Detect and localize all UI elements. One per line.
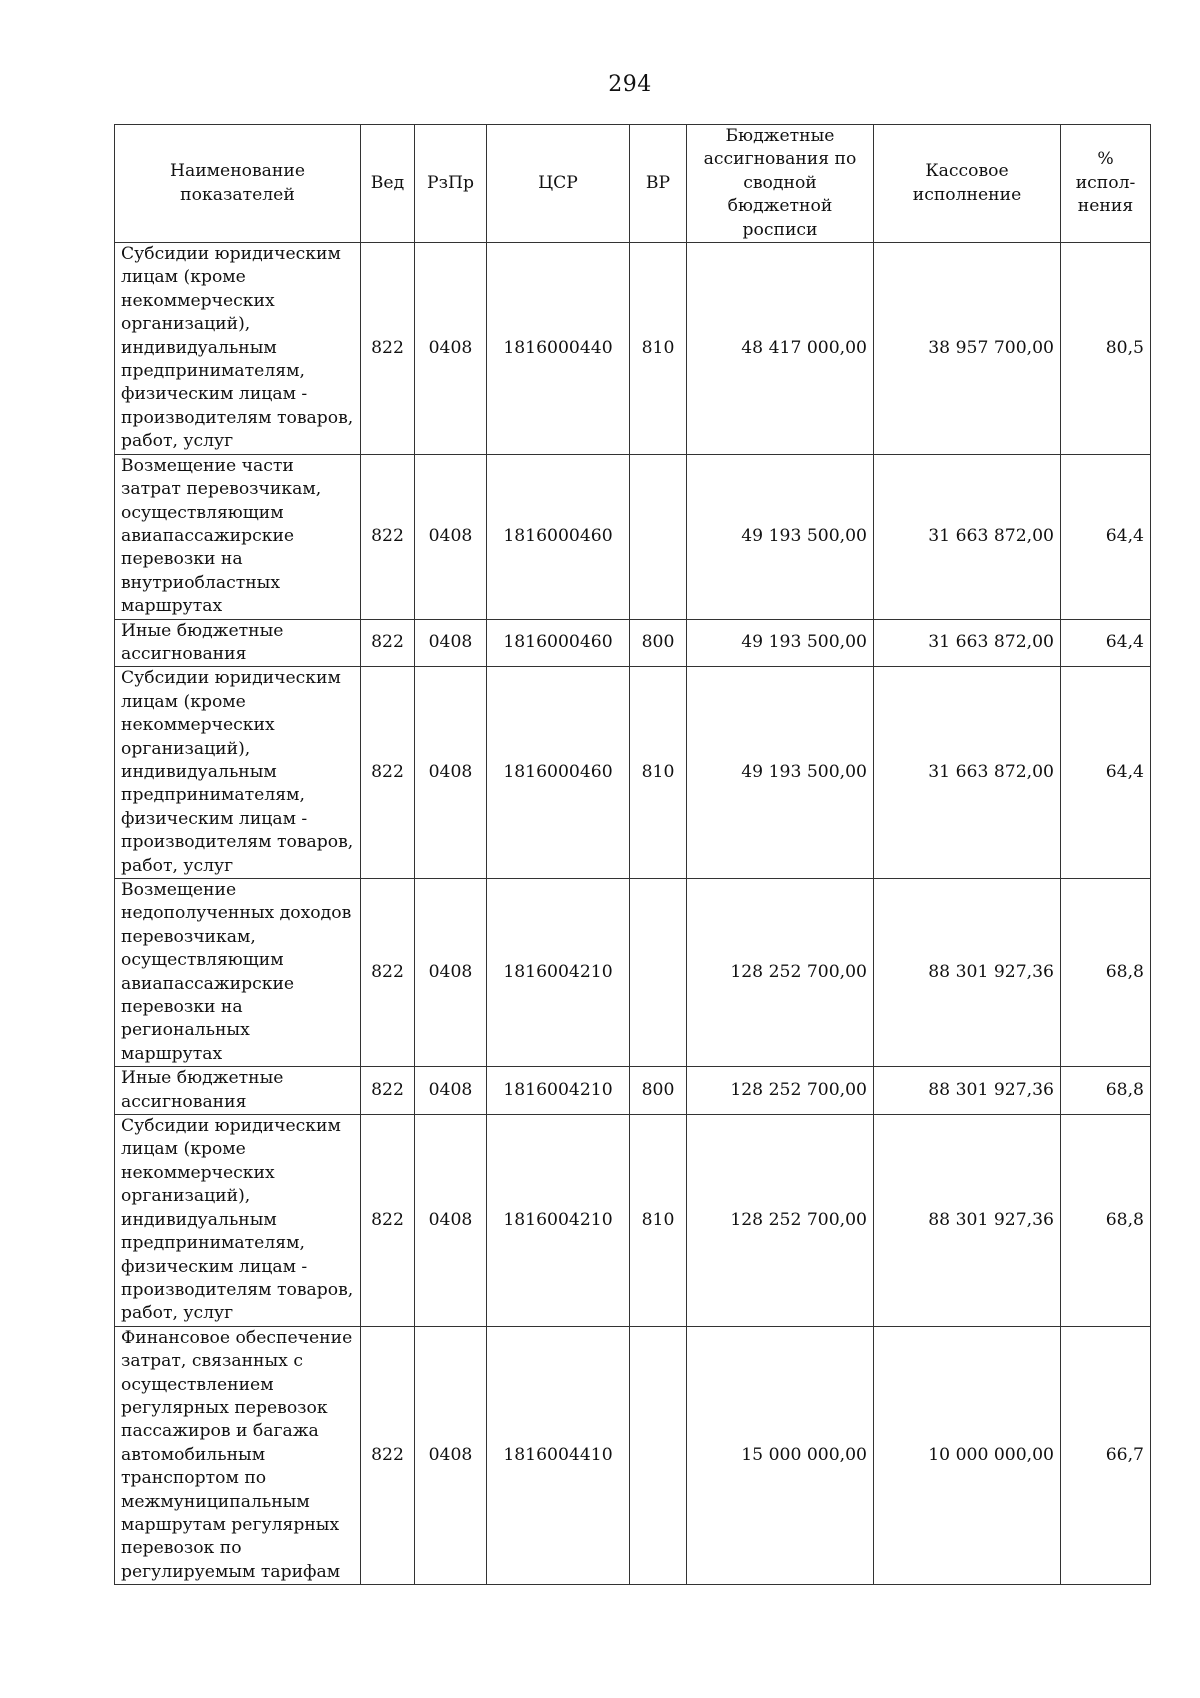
row-rzpr: 0408 [415,1326,487,1584]
row-name: Субсидии юридическим лицам (кроме некоммерческих организаций), индивидуальным предпринимателям, физическим лицам - производителям товаров, работ, услуг [115,1115,361,1327]
row-name: Субсидии юридическим лицам (кроме некоммерческих организаций), индивидуальным предпринимателям, физическим лицам - производителям товаров, работ, услуг [115,667,361,879]
table-row [115,1326,1151,1584]
header-csr: ЦСР [487,125,630,243]
table-row [115,619,1151,667]
header-assignments: Бюджетные ассигнования по сводной бюджетной росписи [687,125,874,243]
row-cash-execution: 31 663 872,00 [874,619,1061,667]
row-name: Иные бюджетные ассигнования [115,619,361,667]
row-percent: 64,4 [1061,619,1151,667]
row-vr [630,454,687,619]
row-name: Возмещение недополученных доходов перевозчикам, осуществляющим авиапассажирские перевозки на региональных маршрутах [115,879,361,1067]
row-csr: 1816000460 [487,619,630,667]
row-ved: 822 [361,619,415,667]
row-percent: 64,4 [1061,667,1151,879]
row-ved: 822 [361,454,415,619]
row-csr: 1816004410 [487,1326,630,1584]
row-rzpr: 0408 [415,243,487,455]
row-assignments: 49 193 500,00 [687,619,874,667]
row-vr: 810 [630,243,687,455]
row-assignments: 15 000 000,00 [687,1326,874,1584]
row-ved: 822 [361,1067,415,1115]
row-vr: 810 [630,667,687,879]
row-rzpr: 0408 [415,879,487,1067]
header-name: Наименование показателей [115,125,361,243]
row-percent: 64,4 [1061,454,1151,619]
header-ved: Вед [361,125,415,243]
row-rzpr: 0408 [415,1115,487,1327]
row-csr: 1816004210 [487,1115,630,1327]
row-rzpr: 0408 [415,1067,487,1115]
row-name: Финансовое обеспечение затрат, связанных с осуществлением регулярных перевозок пассажиров и багажа автомобильным транспортом по межмуниципальным маршрутам регулярных перевозок по регулируемым тарифам [115,1326,361,1584]
row-vr: 800 [630,1067,687,1115]
table-row [115,243,1151,455]
row-cash-execution: 31 663 872,00 [874,667,1061,879]
budget-table [114,124,1151,1585]
row-percent: 68,8 [1061,879,1151,1067]
row-assignments: 49 193 500,00 [687,454,874,619]
row-cash-execution: 88 301 927,36 [874,1067,1061,1115]
row-cash-execution: 88 301 927,36 [874,879,1061,1067]
row-name: Субсидии юридическим лицам (кроме некоммерческих организаций), индивидуальным предпринимателям, физическим лицам - производителям товаров, работ, услуг [115,243,361,455]
row-ved: 822 [361,1115,415,1327]
row-vr: 800 [630,619,687,667]
row-csr: 1816000440 [487,243,630,455]
row-vr [630,1326,687,1584]
row-assignments: 128 252 700,00 [687,879,874,1067]
row-cash-execution: 88 301 927,36 [874,1115,1061,1327]
row-assignments: 128 252 700,00 [687,1115,874,1327]
header-vr: ВР [630,125,687,243]
header-percent: % испол-нения [1061,125,1151,243]
row-percent: 80,5 [1061,243,1151,455]
row-csr: 1816000460 [487,454,630,619]
row-vr [630,879,687,1067]
row-assignments: 49 193 500,00 [687,667,874,879]
page-number: 294 [608,72,652,97]
row-name: Иные бюджетные ассигнования [115,1067,361,1115]
row-cash-execution: 10 000 000,00 [874,1326,1061,1584]
row-cash-execution: 38 957 700,00 [874,243,1061,455]
row-ved: 822 [361,243,415,455]
header-rzpr: РзПр [415,125,487,243]
row-percent: 66,7 [1061,1326,1151,1584]
row-assignments: 48 417 000,00 [687,243,874,455]
row-ved: 822 [361,1326,415,1584]
row-percent: 68,8 [1061,1115,1151,1327]
row-rzpr: 0408 [415,454,487,619]
table-row [115,1115,1151,1327]
row-csr: 1816000460 [487,667,630,879]
header-row [115,125,1151,243]
row-name: Возмещение части затрат перевозчикам, осуществляющим авиапассажирские перевозки на внутриобластных маршрутах [115,454,361,619]
row-cash-execution: 31 663 872,00 [874,454,1061,619]
table-row [115,879,1151,1067]
row-ved: 822 [361,879,415,1067]
row-csr: 1816004210 [487,1067,630,1115]
row-vr: 810 [630,1115,687,1327]
table-row [115,667,1151,879]
row-rzpr: 0408 [415,619,487,667]
row-csr: 1816004210 [487,879,630,1067]
row-percent: 68,8 [1061,1067,1151,1115]
header-cash-execution: Кассовое исполнение [874,125,1061,243]
row-rzpr: 0408 [415,667,487,879]
row-assignments: 128 252 700,00 [687,1067,874,1115]
table-row [115,1067,1151,1115]
row-ved: 822 [361,667,415,879]
table-row [115,454,1151,619]
